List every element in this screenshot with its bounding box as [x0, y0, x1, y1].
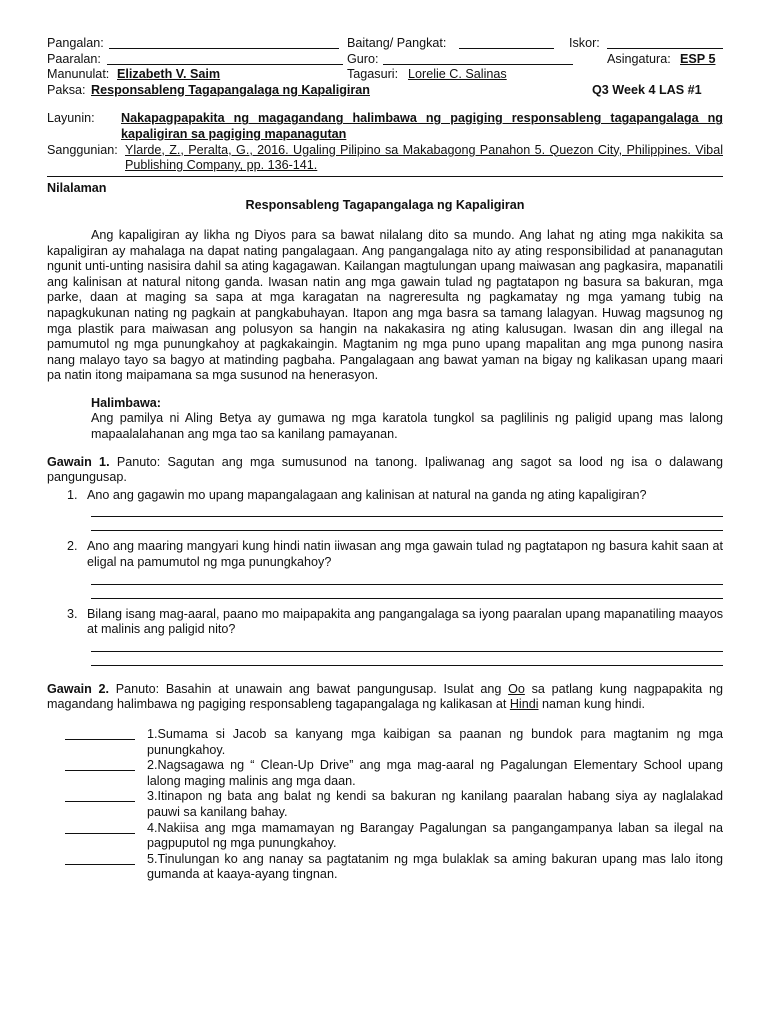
question-number: 3.	[67, 606, 78, 621]
manunulat-label: Manunulat:	[47, 67, 110, 82]
question-text: Bilang isang mag-aaral, paano mo maipapakita ang pangangalaga sa iyong paaralan upang mapanatiling maayos at malinis ang paligid nito?	[87, 606, 723, 637]
layunin	[47, 111, 723, 142]
question-text: Ano ang gagawin mo upang mapangalagaan ang kalinisan at natural na ganda ng ating kapaligiran?	[87, 487, 647, 502]
item-text: Nagsagawa ng “ Clean-Up Drive” ang mga mag-aaral ng Pagalungan Elementary School upang lalong maging malinis ang mga daan.	[147, 758, 723, 788]
gawain2-oo: Oo	[508, 681, 525, 696]
nilalaman-title: Responsableng Tagapangalaga ng Kapaligiran	[245, 198, 525, 213]
paaralan-label: Paaralan:	[47, 51, 101, 66]
gawain2-instructions	[47, 682, 723, 713]
layunin-value: Nakapagpapakita ng magagandang halimbawa ng pagiging responsableng tagapangalaga ng kapaligiran sa pagiging mapanagutan	[121, 111, 723, 141]
gawain2-instr-a: Panuto: Basahin at unawain ang bawat pangungusap. Isulat ang	[115, 681, 502, 696]
answer-blank[interactable]	[65, 739, 135, 740]
guro-blank	[383, 52, 573, 65]
guro-label: Guro:	[347, 51, 379, 66]
paaralan-blank	[107, 52, 343, 65]
gawain1-label: Gawain 1.	[47, 454, 110, 469]
halimbawa	[47, 396, 723, 443]
answer-blank[interactable]	[65, 801, 135, 802]
question-3	[47, 607, 723, 638]
worksheet	[47, 36, 723, 883]
answer-line[interactable]	[91, 585, 723, 599]
question-number: 1.	[67, 487, 78, 502]
item-number: 1.	[147, 727, 158, 741]
header-row-4	[47, 83, 723, 99]
paksa-label: Paksa:	[47, 82, 86, 97]
gawain2-item-3	[47, 789, 723, 820]
gawain2-item-1	[47, 727, 723, 758]
gawain2-item-5	[47, 852, 723, 883]
sanggunian	[47, 143, 723, 174]
answer-blank[interactable]	[65, 864, 135, 865]
answer-line[interactable]	[91, 503, 723, 517]
gawain2-hindi: Hindi	[509, 697, 539, 712]
week-label: Q3 Week 4 LAS #1	[592, 82, 702, 97]
gawain2-item-4	[47, 821, 723, 852]
baitang-blank	[459, 36, 554, 49]
baitang-label: Baitang/ Pangkat:	[347, 36, 447, 50]
answer-blank[interactable]	[65, 770, 135, 771]
iskor-label: Iskor:	[569, 36, 600, 50]
header-row-2	[47, 52, 723, 68]
pangalan-blank	[109, 36, 339, 49]
gawain2-instr-c: naman kung hindi.	[542, 697, 645, 712]
tagasuri-label: Tagasuri:	[347, 67, 399, 82]
item-number: 5.	[147, 851, 158, 866]
answer-line[interactable]	[91, 652, 723, 666]
manunulat-value: Elizabeth V. Saim	[117, 67, 221, 82]
layunin-label: Layunin:	[47, 111, 95, 126]
sanggunian-value: Ylarde, Z., Peralta, G., 2016. Ugaling Pilipino sa Makabagong Panahon 5. Quezon City, Philippines. Vibal Publishing Company, pp. 136-141.	[125, 142, 723, 173]
question-number: 2.	[67, 539, 78, 554]
answer-line[interactable]	[91, 638, 723, 652]
question-2	[47, 539, 723, 570]
gawain1-instructions-text: Panuto: Sagutan ang mga sumusunod na tanong. Ipaliwanag ang sagot sa lood ng isa o dalawang pangungusap.	[47, 454, 724, 485]
question-text: Ano ang maaring mangyari kung hindi natin iiwasan ang mga gawain tulad ng pagtatapon ng basura kahit saan at eligal na pamumutol ng mga punungkahoy?	[87, 539, 723, 570]
gawain2-instr-b: sa patlang kung nagpapakita ng magandang halimbawa ng pagiging responsableng tagapangalaga ng kalikasan at	[47, 681, 724, 712]
item-text: Nakiisa ang mga mamamayan ng Barangay Pagalungan sa pangangampanya laban sa ilegal na pagpuputol ng mga punungkahoy.	[147, 820, 723, 851]
nilalaman-label: Nilalaman	[47, 180, 107, 195]
item-number: 4.	[147, 820, 158, 835]
gawain2-label: Gawain 2.	[47, 681, 110, 696]
gawain2-item-2	[47, 758, 723, 789]
item-number: 2.	[147, 758, 158, 773]
gawain1-instructions	[47, 455, 723, 486]
halimbawa-text: Ang pamilya ni Aling Betya ay gumawa ng mga karatola tungkol sa paglilinis ng paligid upang mas lalong mapaalalahanan ang mga tao sa kanilang pamayanan.	[91, 411, 723, 442]
item-number: 3.	[147, 789, 158, 804]
asignatura-value: ESP 5	[680, 51, 716, 66]
pangalan-label: Pangalan:	[47, 36, 104, 50]
sanggunian-label: Sanggunian:	[47, 142, 118, 157]
question-1	[47, 488, 723, 504]
item-text: Tinulungan ko ang nanay sa pagtatanim ng mga bulaklak sa aming bakuran upang mas lalo itong gumanda at kaaya-ayang tingnan.	[147, 851, 723, 882]
gawain2-items	[47, 727, 723, 883]
divider-line	[47, 176, 723, 177]
item-text: Itinapon ng bata ang balat ng kendi sa bakuran ng kanilang paaralan habang siya ay naglalakad pauwi sa kanilang bahay.	[147, 789, 723, 819]
halimbawa-label: Halimbawa:	[91, 395, 161, 410]
header-row-1	[47, 36, 723, 52]
tagasuri-value: Lorelie C. Salinas	[408, 67, 507, 82]
nilalaman-paragraph: Ang kapaligiran ay likha ng Diyos para sa bawat nilalang dito sa mundo. Ang lahat ng ating mga nakikita sa kapaligiran ay mahalaga na dapat nating pangalagaan. Ang pangangalaga nito ay ating responsibilidad at pananagutan ngunit unti-unting nasisira dahil sa ating kagagawan. Kailangan magtulungan upang maiwasan ang pagkasira, mapanatili ang kalinisan at natural nitong ganda. Iwasan natin ang mga gawain tulad ng pagtatapon ng basura sa bakuran, mga parke, daan at maging sa sapa at mga karagatan na nagreresulta ng pagkamatay ng mga yamang tubig na napagkukunan nating ng pagkain at pangkabuhayan. Itapon ang mga basra sa tamang lalagyan. Huwag magsunog ng mga plastik para maiwasan ang polusyon sa hangin na nakakasira ng ating kalusugan. Iwasan din ang illegal na pamumutol ng mga punungkahoy at pagkakaingin. Magtanim ng mga puno upang mapalitan ang mga punong nasira nang malayo tayo sa bagyo at matinding pagbaha. Pangalagaan ang bawat yaman na bigay ng kalikasan upang maari pa natin itong maipamana sa mga susunod na henerasyon.	[47, 227, 723, 383]
answer-line[interactable]	[91, 571, 723, 585]
header-row-3	[47, 67, 723, 83]
item-text: Sumama si Jacob sa kanyang mga kaibigan sa paanan ng bundok para magtanim ng mga punungkahoy.	[147, 727, 723, 757]
asignatura-label: Asingatura:	[607, 51, 671, 66]
paksa-value: Responsableng Tagapangalaga ng Kapaligiran	[91, 82, 370, 97]
iskor-blank	[607, 36, 723, 49]
answer-line[interactable]	[91, 517, 723, 531]
answer-blank[interactable]	[65, 833, 135, 834]
